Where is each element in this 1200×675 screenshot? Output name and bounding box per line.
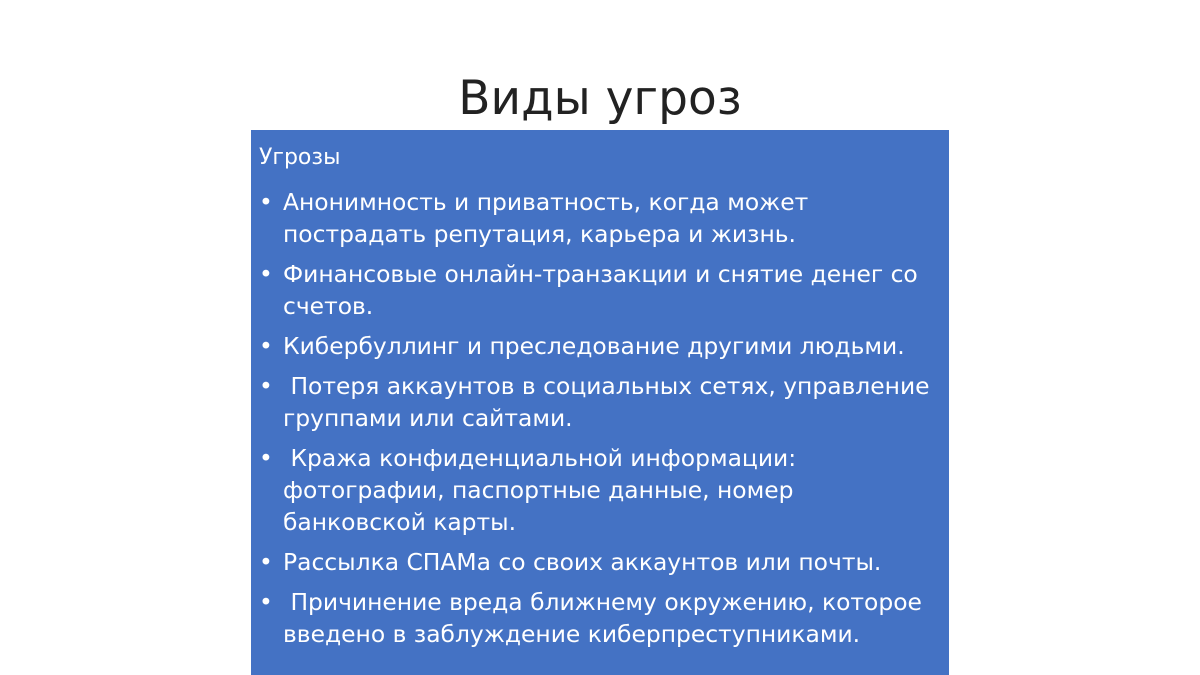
- bullet-icon: •: [259, 372, 273, 400]
- threat-item-text: Анонимность и приватность, когда может пострадать репутация, карьера и жизнь.: [283, 188, 809, 248]
- threat-item-finance: [259, 258, 939, 322]
- threats-content-box: [251, 130, 949, 675]
- bullet-icon: •: [259, 332, 273, 360]
- threat-item-text: Причинение вреда ближнему окружению, которое введено в заблуждение киберпреступниками.: [283, 588, 922, 648]
- threat-item-text: Потеря аккаунтов в социальных сетях, управление группами или сайтами.: [283, 372, 930, 432]
- threat-item-spam: [259, 546, 939, 578]
- bullet-icon: •: [259, 588, 273, 616]
- threat-item-text: Кибербуллинг и преследование другими людьми.: [283, 332, 905, 360]
- threat-item-harm-to-others: [259, 586, 939, 650]
- threat-item-anonymity: [259, 186, 939, 250]
- threat-item-text: Рассылка СПАМа со своих аккаунтов или почты.: [283, 548, 882, 576]
- threat-item-cyberbullying: [259, 330, 939, 362]
- threats-heading: Угрозы: [259, 145, 341, 170]
- bullet-icon: •: [259, 444, 273, 472]
- bullet-icon: •: [259, 548, 273, 576]
- threat-item-account-loss: [259, 370, 939, 434]
- threat-item-text: Кража конфиденциальной информации: фотографии, паспортные данные, номер банковской карты.: [283, 444, 797, 536]
- threats-list: [259, 186, 939, 650]
- threat-item-text: Финансовые онлайн-транзакции и снятие денег со счетов.: [283, 260, 918, 320]
- bullet-icon: •: [259, 188, 273, 216]
- threat-item-data-theft: [259, 442, 939, 538]
- slide-title: Виды угроз: [458, 71, 742, 126]
- bullet-icon: •: [259, 260, 273, 288]
